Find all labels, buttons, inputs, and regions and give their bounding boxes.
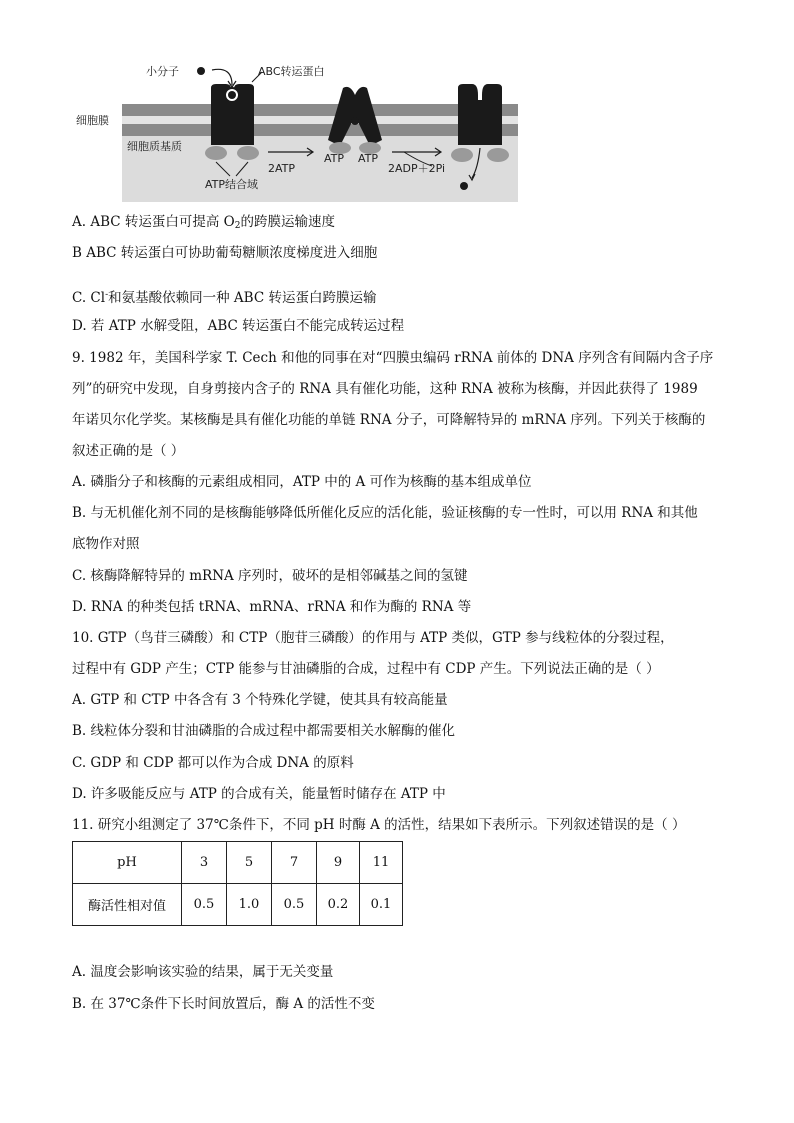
label-atp-right: ATP [358,152,379,165]
table-header-cell: 7 [272,842,317,884]
table-header-cell: 11 [360,842,403,884]
q11-stem: 11. 研究小组测定了 37℃条件下，不同 pH 时酶 A 的活性，结果如下表所示。下列叙述错误的是（ ） [72,817,686,833]
q11-ph-table [72,841,403,926]
label-abc-protein: ABC转运蛋白 [258,65,325,78]
q10-stem-line-1: 10. GTP（鸟苷三磷酸）和 CTP（胞苷三磷酸）的作用与 ATP 类似，GTP 参与线粒体的分裂过程， [72,630,674,646]
q8-option-b: B ABC 转运蛋白可协助葡萄糖顺浓度梯度进入细胞 [72,245,378,261]
label-cytoplasm: 细胞质基质 [127,140,182,153]
table-row [73,884,403,926]
q9-stem-line-4: 叙述正确的是（ ） [72,443,185,459]
small-molecule-dot [197,67,205,75]
q8-a-text-end: 的跨膜运输速度 [240,214,335,230]
table-header-cell: pH [73,842,182,884]
q8-a-text: A. ABC 转运蛋白可提高 O [72,214,235,230]
table-cell: 1.0 [227,884,272,926]
q8-c-text-end: 和氨基酸依赖同一种 ABC 转运蛋白跨膜运输 [108,290,377,306]
q9-option-a: A. 磷脂分子和核酶的元素组成相同，ATP 中的 A 可作为核酶的基本组成单位 [72,474,532,490]
label-2atp: 2ATP [268,162,296,175]
label-membrane: 细胞膜 [76,114,109,127]
q9-option-d: D. RNA 的种类包括 tRNA、mRNA、rRNA 和作为酶的 RNA 等 [72,599,472,615]
label-small-molecule: 小分子 [146,65,179,78]
q9-option-b-line-1: B. 与无机催化剂不同的是核酶能够降低所催化反应的活化能，验证核酶的专一性时，可以用 RNA 和其他 [72,505,698,521]
q9-stem-line-3: 年诺贝尔化学奖。某核酶是具有催化功能的单链 RNA 分子，可降解特异的 mRNA 序列。下列关于核酶的 [72,412,706,428]
q9-option-c: C. 核酶降解特异的 mRNA 序列时，破坏的是相邻碱基之间的氢键 [72,568,468,584]
table-header-cell: 3 [182,842,227,884]
q10-option-c: C. GDP 和 CDP 都可以作为合成 DNA 的原料 [72,755,354,771]
abc-transporter-figure [0,0,794,210]
table-row [73,842,403,884]
q9-stem-line-2: 列”的研究中发现，自身剪接内含子的 RNA 具有催化功能，这种 RNA 被称为核酶，并因此获得了 1989 [72,381,698,397]
q9-stem-line-1: 9. 1982 年，美国科学家 T. Cech 和他的同事在对“四膜虫编码 rRNA 前体的 DNA 序列含有间隔内含子序 [72,350,714,366]
label-atp-domain: ATP结合域 [205,178,259,191]
q8-c-text: C. Cl [72,290,106,306]
q10-option-d: D. 许多吸能反应与 ATP 的合成有关，能量暂时储存在 ATP 中 [72,786,446,802]
q8-c-superscript: - [105,290,109,300]
table-header-cell: 5 [227,842,272,884]
q11-option-b: B. 在 37℃条件下长时间放置后，酶 A 的活性不变 [72,996,375,1012]
label-adp-pi: 2ADP＋2Pi [388,162,446,175]
q11-option-a: A. 温度会影响该实验的结果，属于无关变量 [72,964,334,980]
label-atp-left: ATP [324,152,345,165]
q10-option-a: A. GTP 和 CTP 中各含有 3 个特殊化学键，使其具有较高能量 [72,692,448,708]
q8-option-d: D. 若 ATP 水解受阻，ABC 转运蛋白不能完成转运过程 [72,318,405,334]
q9-option-b-line-2: 底物作对照 [72,536,140,552]
table-cell: 0.1 [360,884,403,926]
q8-option-a [72,213,335,235]
q10-option-b: B. 线粒体分裂和甘油磷脂的合成过程中都需要相关水解酶的催化 [72,723,456,739]
table-cell: 0.5 [272,884,317,926]
table-header-cell: 9 [317,842,360,884]
table-cell: 0.2 [317,884,360,926]
q8-option-c [72,286,376,307]
table-cell: 酶活性相对值 [73,884,182,926]
q10-stem-line-2: 过程中有 GDP 产生；CTP 能参与甘油磷脂的合成，过程中有 CDP 产生。下列说法正确的是（ ） [72,661,660,677]
table-cell: 0.5 [182,884,227,926]
q8-a-subscript: 2 [234,221,241,231]
